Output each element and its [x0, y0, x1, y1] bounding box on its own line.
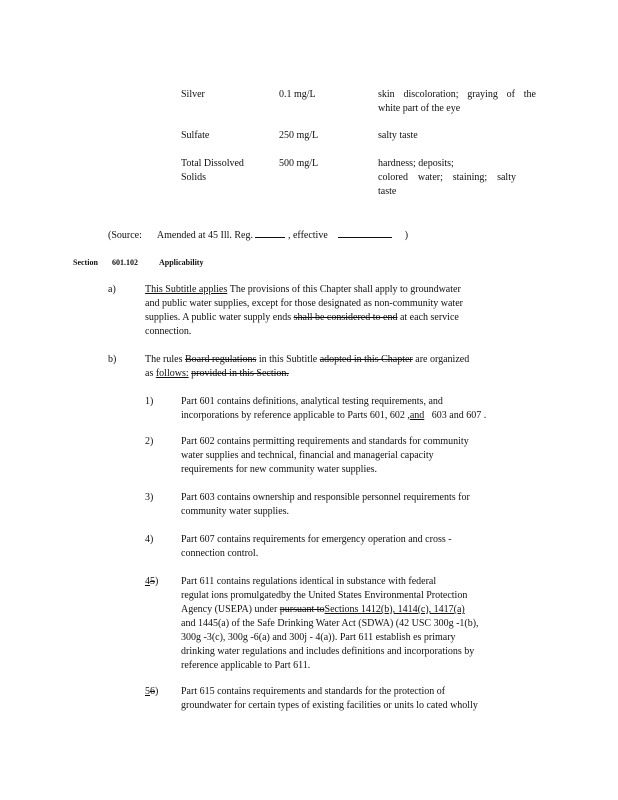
item-4-line1: Part 607 contains requirements for emergency operation and cross - — [181, 534, 452, 545]
item-6-line1: Part 615 contains requirements and standards for the protection of — [181, 686, 446, 697]
item-6-marker-insert: 5 — [145, 686, 150, 697]
tds-effect-line1: hardness; deposits; — [378, 158, 454, 169]
para-b — [145, 353, 525, 381]
silver-level: 0.1 mg/L — [279, 89, 316, 100]
para-a — [145, 283, 525, 339]
tds-effect-line3: taste — [378, 186, 397, 197]
item-5-marker-paren: ) — [155, 576, 159, 587]
item-6-line2: groundwater for certain types of existing facilities or units lo cated wholly — [181, 700, 478, 711]
item-5-strike: pursuant to — [279, 604, 325, 615]
item-1-insert: and — [409, 410, 425, 421]
para-b-text3: are organized — [415, 354, 470, 365]
para-a-strike: shall be considered to end — [293, 312, 398, 323]
para-b-text2: in this Subtitle — [258, 354, 318, 365]
section-number: 601.102 — [112, 258, 138, 267]
para-a-line3b: at each service — [399, 312, 459, 323]
tds-name-line1: Total Dissolved — [181, 158, 244, 169]
item-5-line4: and 1445(a) of the Safe Drinking Water Act (SDWA) (42 USC 300g -1(b), — [181, 618, 479, 629]
section-label: Section — [73, 258, 98, 267]
item-1 — [181, 395, 531, 423]
item-1-marker: 1) — [145, 396, 154, 407]
section-title: Applicability — [159, 258, 204, 267]
item-4-marker: 4) — [145, 534, 154, 545]
item-5-line1: Part 611 contains regulations identical in substance with federal — [181, 576, 437, 587]
para-b-strike3: provided in this Section. — [191, 368, 289, 379]
item-5-line7: reference applicable to Part 611. — [181, 660, 311, 671]
source-effective: , effective — [287, 230, 328, 241]
item-2-line1: Part 602 contains permitting requirements and standards for community — [181, 436, 469, 447]
tds-name-line2: Solids — [181, 172, 207, 183]
item-5-line6: drinking water regulations and includes definitions and incorporations by — [181, 646, 475, 657]
para-b-marker: b) — [108, 354, 117, 365]
para-b-text4: as — [145, 368, 154, 379]
item-6-marker-strike: 6 — [150, 686, 155, 697]
register-page-blank — [255, 227, 285, 238]
para-a-line4: connection. — [145, 326, 192, 337]
item-3 — [181, 491, 531, 519]
item-1-line2a: incorporations by reference applicable to Parts 601, 602 , — [181, 410, 410, 421]
item-2 — [181, 435, 531, 477]
item-1-line1: Part 601 contains definitions, analytical testing requirements, and — [181, 396, 443, 407]
item-3-line1: Part 603 contains ownership and responsible personnel requirements for — [181, 492, 470, 503]
item-6 — [181, 685, 541, 713]
para-a-line3a: supplies. A public water supply ends — [145, 312, 292, 323]
para-b-strike1: Board regulations — [185, 354, 257, 365]
item-5-marker — [145, 575, 158, 589]
silver-effect-line1: skin discoloration; graying of the — [378, 89, 536, 100]
sulfate-level: 250 mg/L — [279, 130, 319, 141]
item-6-marker — [145, 685, 158, 699]
item-5 — [181, 575, 541, 673]
item-2-line3: requirements for new community water supplies. — [181, 464, 378, 475]
source-amended: Amended at 45 Ill. Reg. — [156, 230, 253, 241]
item-3-marker: 3) — [145, 492, 154, 503]
para-a-insert: This Subtitle applies — [145, 284, 228, 295]
item-5-marker-insert: 4 — [145, 576, 150, 587]
item-4 — [181, 533, 531, 561]
item-5-line3a: Agency (USEPA) under — [181, 604, 278, 615]
item-1-line2b: 603 and 607 . — [431, 410, 487, 421]
item-5-marker-strike: 5 — [150, 576, 155, 587]
item-5-line5: 300g -3(c), 300g -6(a) and 300j - 4(a)). Part 611 establish es primary — [181, 632, 456, 643]
item-5-line3b: Sections 1412(b), 1414(c), 1417(a) — [324, 604, 465, 615]
source-prefix: (Source: — [108, 230, 142, 241]
item-3-line2: community water supplies. — [181, 506, 290, 517]
sulfate-effect: salty taste — [378, 130, 418, 141]
silver-effect-line2: white part of the eye — [378, 103, 461, 114]
item-2-line2: water supplies and technical, financial and managerial capacity — [181, 450, 434, 461]
para-b-insert: follows: — [155, 368, 189, 379]
source-note — [108, 227, 408, 243]
para-b-strike2: adopted in this Chapter — [319, 354, 413, 365]
item-2-marker: 2) — [145, 436, 154, 447]
source-close: ) — [404, 230, 409, 241]
para-a-line2: and public water supplies, except for those designated as non-community water — [145, 298, 463, 309]
silver-name: Silver — [181, 89, 205, 100]
item-6-marker-paren: ) — [155, 686, 159, 697]
sulfate-name: Sulfate — [181, 130, 210, 141]
para-a-line1: The provisions of this Chapter shall apply to groundwater — [229, 284, 461, 295]
item-5-line2: regulat ions promulgatedby the United States Environmental Protection — [181, 590, 468, 601]
para-a-marker: a) — [108, 284, 116, 295]
tds-effect-line2: colored water; staining; salty — [378, 172, 516, 183]
tds-level: 500 mg/L — [279, 158, 319, 169]
effective-date-blank — [338, 227, 392, 238]
item-4-line2: connection control. — [181, 548, 259, 559]
para-b-text1: The rules — [145, 354, 183, 365]
